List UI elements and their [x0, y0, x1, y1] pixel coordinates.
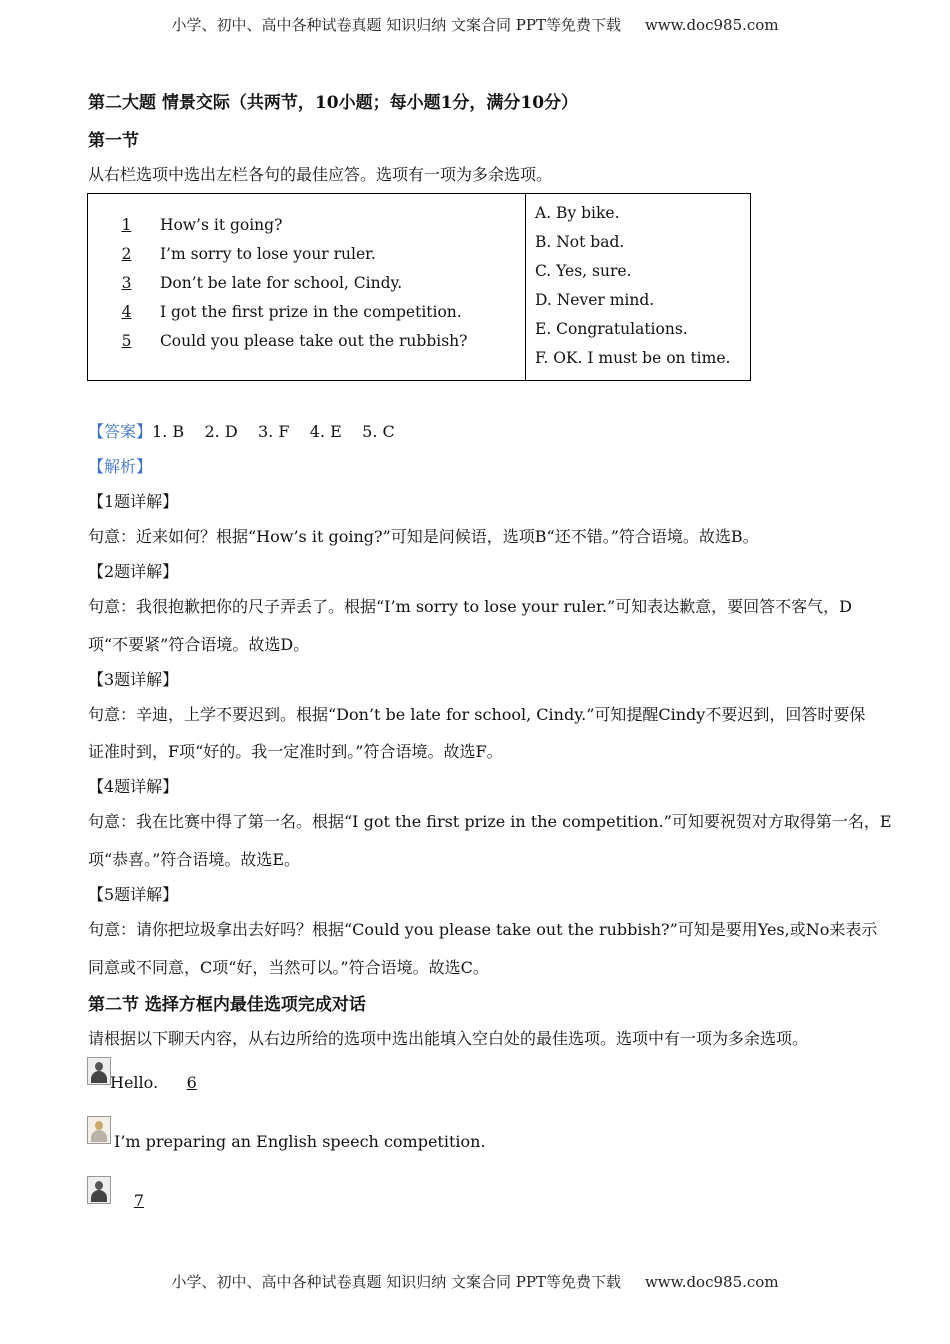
detail-title-4: 【4题详解】 — [88, 777, 179, 796]
matching-table — [87, 193, 751, 381]
blank-7: 7 — [133, 1191, 145, 1210]
option-item: C. Yes, sure. — [535, 262, 632, 280]
detail-text-5a: 句意：请你把垃圾拿出去好吗？根据“Could you please take out the rubbish?”可知是要用Yes,或No来表示 — [88, 920, 878, 939]
male-avatar-icon — [87, 1057, 111, 1085]
detail-text-4a: 句意：我在比赛中得了第一名。根据“I got the first prize in the competition.”可知要祝贺对方取得第一名，E — [88, 812, 892, 831]
detail-text-4b: 项“恭喜。”符合语境。故选E。 — [88, 850, 301, 869]
detail-title-2: 【2题详解】 — [88, 562, 179, 581]
male-avatar-icon — [87, 1176, 111, 1204]
detail-title-1: 【1题详解】 — [88, 492, 179, 511]
answer-text: 1. B 2. D 3. F 4. E 5. C — [152, 422, 395, 441]
option-item: E. Congratulations. — [535, 320, 688, 338]
detail-text-5b: 同意或不同意，C项“好，当然可以。”符合语境。故选C。 — [88, 958, 489, 977]
question-row: 1 How’s it going? — [121, 216, 283, 234]
question-row: 3 Don’t be late for school, Cindy. — [121, 274, 403, 292]
question-row: 2 I’m sorry to lose your ruler. — [121, 245, 376, 263]
options-column — [526, 194, 751, 381]
detail-title-5: 【5题详解】 — [88, 885, 179, 904]
detail-text-1: 句意：近来如何？根据“How’s it going?”可知是问候语，选项B“还不错。”符合语境。故选B。 — [88, 527, 759, 546]
page-footer — [0, 1271, 950, 1292]
page-header — [0, 14, 950, 35]
answer-label: 【答案】 — [88, 422, 153, 441]
option-item: B. Not bad. — [535, 233, 625, 251]
chat-message-3 — [110, 1191, 168, 1210]
option-item: F. OK. I must be on time. — [535, 349, 731, 367]
section1-title: 第一节 — [88, 131, 139, 151]
footer-url[interactable]: www.doc985.com — [644, 1273, 779, 1291]
detail-text-2a: 句意：我很抱歉把你的尺子弄丢了。根据“I’m sorry to lose your ruler.”可知表达歉意，要回答不客气，D — [88, 597, 853, 616]
female-avatar-icon — [87, 1116, 111, 1144]
question-row: 5 Could you please take out the rubbish? — [121, 332, 468, 350]
question-row: 4 I got the first prize in the competition. — [121, 303, 462, 321]
detail-text-3b: 证准时到，F项“好的。我一定准时到。”符合语境。故选F。 — [88, 742, 503, 761]
footer-text: 小学、初中、高中各种试卷真题 知识归纳 文案合同 PPT等免费下载 — [171, 1273, 621, 1291]
chat-message-1: Hello. 6 — [110, 1073, 220, 1092]
option-item: A. By bike. — [535, 204, 620, 222]
analysis-label: 【解析】 — [88, 457, 153, 476]
blank-6: 6 — [186, 1073, 197, 1092]
detail-text-3a: 句意：辛迪，上学不要迟到。根据“Don’t be late for school, Cindy.”可知提醒Cindy不要迟到，回答时要保 — [88, 705, 866, 724]
answer-line — [88, 419, 395, 442]
header-text: 小学、初中、高中各种试卷真题 知识归纳 文案合同 PPT等免费下载 — [171, 16, 621, 34]
chat-message-2: I’m preparing an English speech competition. — [114, 1132, 486, 1151]
questions-column — [88, 194, 526, 381]
section2-title: 第二节 选择方框内最佳选项完成对话 — [88, 995, 366, 1015]
option-item: D. Never mind. — [535, 291, 655, 309]
header-url[interactable]: www.doc985.com — [644, 16, 779, 34]
part-title: 第二大题 情景交际（共两节，10小题；每小题1分，满分10分） — [88, 93, 579, 113]
detail-text-2b: 项“不要紧”符合语境。故选D。 — [88, 635, 310, 654]
detail-title-3: 【3题详解】 — [88, 670, 179, 689]
section1-instruction: 从右栏选项中选出左栏各句的最佳应答。选项有一项为多余选项。 — [88, 165, 553, 184]
section2-instruction: 请根据以下聊天内容，从右边所给的选项中选出能填入空白处的最佳选项。选项中有一项为多余选项。 — [88, 1029, 809, 1048]
